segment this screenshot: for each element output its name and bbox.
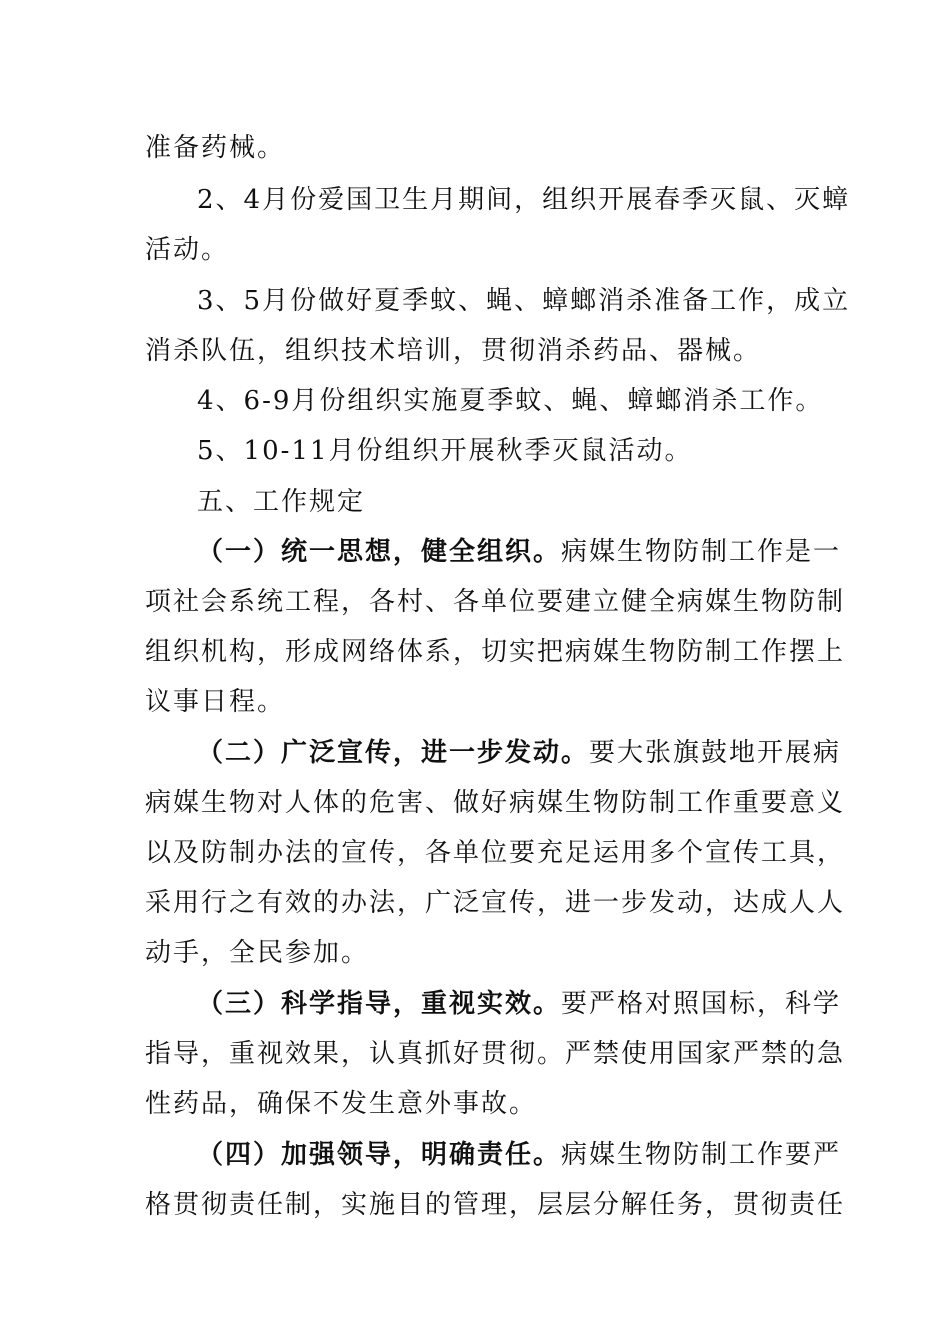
paragraph-line: 2、4月份爱国卫生月期间，组织开展春季灭鼠、灭蟑 bbox=[197, 185, 851, 215]
paragraph-line: 性药品，确保不发生意外事故。 bbox=[145, 1089, 538, 1119]
paragraph-line: 采用行之有效的办法，广泛宣传，进一步发动，达成人人 bbox=[145, 888, 846, 918]
paragraph-line bbox=[197, 1135, 842, 1175]
paragraph-text: 病媒生物防制工作是一 bbox=[561, 537, 842, 567]
paragraph-line: 格贯彻责任制，实施目的管理，层层分解任务，贯彻责任 bbox=[145, 1190, 846, 1220]
paragraph-line: 5、10-11月份组织开展秋季灭鼠活动。 bbox=[197, 436, 693, 466]
paragraph-line: 组织机构，形成网络体系，切实把病媒生物防制工作摆上 bbox=[145, 637, 846, 667]
paragraph-text: 病媒生物防制工作要严 bbox=[561, 1140, 842, 1170]
paragraph-line bbox=[197, 984, 842, 1024]
paragraph-line: 病媒生物对人体的危害、做好病媒生物防制工作重要意义 bbox=[145, 788, 846, 818]
paragraph-line: 动手，全民参加。 bbox=[145, 938, 370, 968]
paragraph-line: 以及防制办法的宣传，各单位要充足运用多个宣传工具， bbox=[145, 838, 846, 868]
paragraph-line bbox=[197, 532, 842, 572]
paragraph-line: 活动。 bbox=[145, 235, 230, 265]
paragraph-line: 3、5月份做好夏季蚊、蝇、蟑螂消杀准备工作，成立 bbox=[197, 286, 851, 316]
paragraph-text: 要严格对照国标，科学 bbox=[561, 989, 842, 1019]
paragraph-line: 消杀队伍，组织技术培训，贯彻消杀药品、器械。 bbox=[145, 336, 762, 366]
subsection-title: （三）科学指导，重视实效。 bbox=[197, 989, 562, 1019]
paragraph-text: 要大张旗鼓地开展病 bbox=[589, 738, 842, 768]
paragraph-line: 项社会系统工程，各村、各单位要建立健全病媒生物防制 bbox=[145, 587, 846, 617]
subsection-title: （四）加强领导，明确责任。 bbox=[197, 1140, 562, 1170]
section-heading: 五、工作规定 bbox=[197, 487, 366, 517]
paragraph-line: 议事日程。 bbox=[145, 687, 286, 717]
subsection-title: （二）广泛宣传，进一步发动。 bbox=[197, 738, 590, 768]
paragraph-line: 4、6-9月份组织实施夏季蚊、蝇、蟑螂消杀工作。 bbox=[197, 386, 824, 416]
paragraph-line bbox=[197, 733, 842, 773]
subsection-title: （一）统一思想，健全组织。 bbox=[197, 537, 562, 567]
paragraph-line: 指导，重视效果，认真抓好贯彻。严禁使用国家严禁的急 bbox=[145, 1039, 846, 1069]
paragraph-line: 准备药械。 bbox=[145, 133, 286, 163]
